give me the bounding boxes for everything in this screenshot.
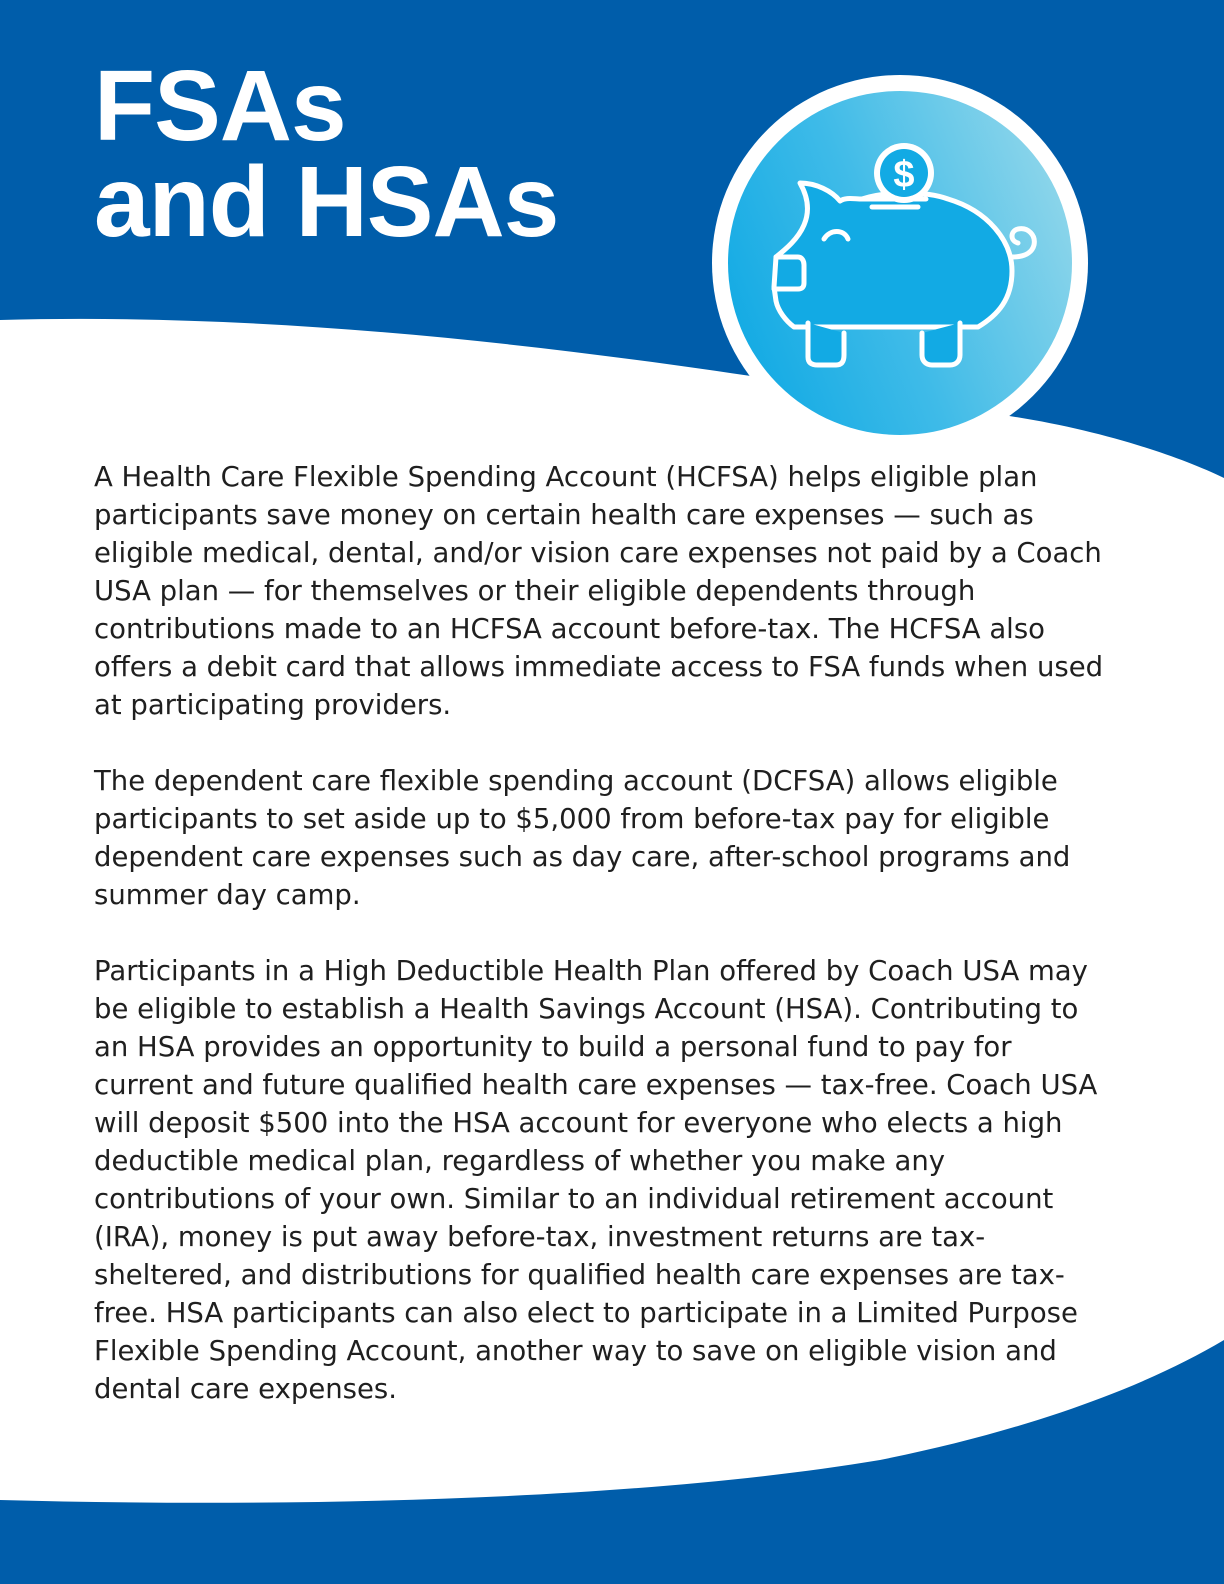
title-line-2: and HSAs	[94, 146, 559, 258]
page-title	[94, 50, 559, 258]
paragraph-hcfsa: A Health Care Flexible Spending Account (HCFSA) helps eligible plan participants save money on certain health care expenses — such as eligible medical, dental, and/or vision care expenses not paid by a Coach USA plan — for themselves or their eligible dependents through contributions made to an HCFSA account before-tax. The HCFSA also offers a debit card that allows immediate access to FSA funds when used at participating providers.	[94, 461, 1104, 721]
paragraph-hsa: Participants in a High Deductible Health Plan offered by Coach USA may be eligible to establish a Health Savings Account (HSA). Contributing to an HSA provides an opportunity to build a personal fund to pay for current and future qualified health care expenses — tax-free. Coach USA will deposit $500 into the HSA account for everyone who elects a high deductible medical plan, regardless of whether you make any contributions of your own. Similar to an individual retirement account (IRA), money is put away before-tax, investment returns are tax-sheltered, and distributions for qualified health care expenses are tax-free. HSA participants can also elect to participate in a Limited Purpose Flexible Spending Account, another way to save on eligible vision and dental care expenses.	[94, 955, 1098, 1405]
body-content	[94, 458, 1114, 1446]
coin-dollar-sign: $	[893, 154, 915, 196]
coin-icon	[874, 143, 934, 203]
title-line-1: FSAs	[94, 50, 346, 162]
paragraph-dcfsa: The dependent care flexible spending account (DCFSA) allows eligible participants to set aside up to $5,000 from before-tax pay for eligible dependent care expenses such as day care, after-school programs and summer day camp.	[94, 765, 1071, 911]
piggy-bank-badge	[712, 75, 1088, 451]
